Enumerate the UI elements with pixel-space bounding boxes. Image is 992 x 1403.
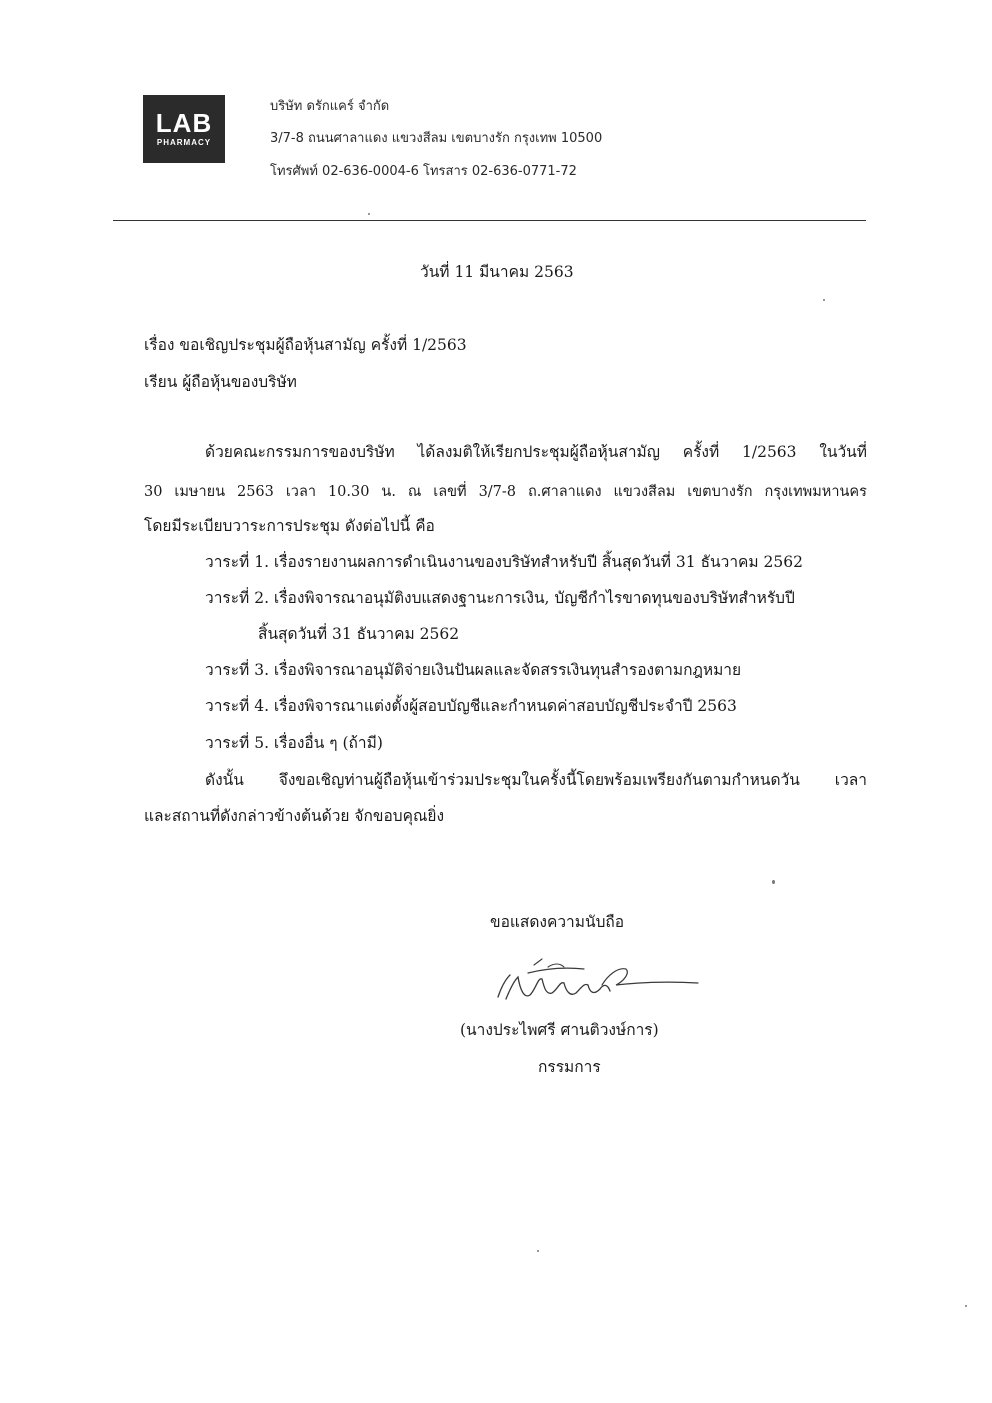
letter-recipient: เรียน ผู้ถือหุ้นของบริษัท (144, 373, 297, 391)
company-logo (143, 95, 225, 163)
letter-subject: เรื่อง ขอเชิญประชุมผู้ถือหุ้นสามัญ ครั้งที่ 1/2563 (144, 336, 467, 354)
logo-text: LAB (155, 108, 213, 138)
handwritten-signature (484, 955, 704, 1015)
intro-word: 1/2563 (742, 443, 797, 461)
intro-word: ถ.ศาลาแดง (527, 484, 602, 500)
agenda-item-4: วาระที่ 4. เรื่องพิจารณาแต่งตั้งผู้สอบบัญชีและกำหนดค่าสอบบัญชีประจำปี 2563 (205, 697, 737, 715)
intro-word: 3/7-8 (478, 484, 517, 500)
scan-speck (823, 299, 825, 301)
closing-line-2: และสถานที่ดังกล่าวข้างต้นด้วย จักขอบคุณยิ่ง (144, 807, 445, 825)
agenda-item-2-continued: สิ้นสุดวันที่ 31 ธันวาคม 2562 (258, 625, 460, 643)
letter-date: วันที่ 11 มีนาคม 2563 (420, 263, 574, 281)
signatory-name: (นางประไพศรี ศานติวงษ์การ) (460, 1021, 659, 1039)
intro-line-3: โดยมีระเบียบวาระการประชุม ดังต่อไปนี้ คือ (144, 517, 435, 535)
intro-word: เลขที่ (433, 484, 467, 500)
intro-word: ครั้งที่ (682, 443, 720, 461)
company-address: 3/7-8 ถนนศาลาแดง แขวงสีลม เขตบางรัก กรุงเทพ 10500 (270, 131, 603, 146)
intro-word: กรุงเทพมหานคร (764, 484, 867, 500)
intro-word: 10.30 (327, 484, 370, 500)
intro-word: เขตบางรัก (687, 484, 753, 500)
closing-word: ดังนั้น (205, 771, 244, 789)
intro-word: แขวงสีลม (613, 484, 676, 500)
company-name: บริษัท ดรักแคร์ จำกัด (270, 99, 390, 114)
intro-word: ในวันที่ (819, 443, 867, 461)
signatory-title: กรรมการ (538, 1058, 601, 1076)
agenda-item-3: วาระที่ 3. เรื่องพิจารณาอนุมัติจ่ายเงินปันผลและจัดสรรเงินทุนสำรองตามกฎหมาย (205, 661, 742, 679)
agenda-item-1: วาระที่ 1. เรื่องรายงานผลการดำเนินงานของบริษัทสำหรับปี สิ้นสุดวันที่ 31 ธันวาคม 2562 (205, 553, 803, 571)
header-divider (113, 220, 866, 221)
closing-word: จึงขอเชิญท่านผู้ถือหุ้นเข้าร่วมประชุมในครั้งนี้โดยพร้อมเพรียงกันตามกำหนดวัน (278, 771, 800, 789)
intro-word: ณ (407, 484, 422, 500)
intro-word: น. (381, 484, 396, 500)
scan-speck (772, 880, 775, 884)
logo-subtext: PHARMACY (156, 138, 212, 147)
closing-line-1 (205, 770, 867, 790)
closing-word: เวลา (834, 771, 867, 789)
intro-word: ได้ลงมติให้เรียกประชุมผู้ถือหุ้นสามัญ (417, 443, 660, 461)
scan-speck (537, 1250, 539, 1252)
intro-word: ด้วยคณะกรรมการของบริษัท (205, 443, 395, 461)
intro-line-2 (144, 482, 867, 502)
intro-word: 30 (144, 484, 163, 500)
intro-word: 2563 (236, 484, 274, 500)
agenda-item-5: วาระที่ 5. เรื่องอื่น ๆ (ถ้ามี) (205, 734, 383, 752)
agenda-item-2: วาระที่ 2. เรื่องพิจารณาอนุมัติงบแสดงฐานะการเงิน, บัญชีกำไรขาดทุนของบริษัทสำหรับปี (205, 589, 795, 607)
company-contact: โทรศัพท์ 02-636-0004-6 โทรสาร 02-636-0771-72 (270, 164, 577, 179)
intro-line-1 (205, 442, 867, 462)
scan-speck (368, 213, 370, 215)
scan-speck (965, 1305, 967, 1307)
sign-off: ขอแสดงความนับถือ (490, 913, 625, 931)
intro-word: เมษายน (174, 484, 226, 500)
intro-word: เวลา (285, 484, 316, 500)
